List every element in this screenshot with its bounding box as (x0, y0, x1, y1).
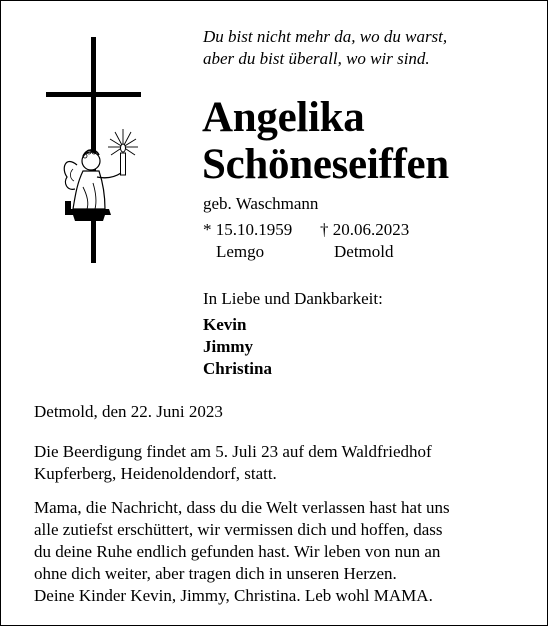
place-date: Detmold, den 22. Juni 2023 (34, 402, 223, 421)
deceased-name (202, 94, 449, 188)
cross-with-angel-icon (43, 37, 153, 267)
funeral-line-2: Kupferberg, Heidenoldendorf, statt. (34, 464, 277, 483)
last-name: Schöneseiffen (202, 141, 449, 188)
birth-place: Lemgo (216, 242, 265, 261)
birth-name: geb. Waschmann (203, 194, 319, 213)
death-date: † 20.06.2023 (320, 220, 410, 239)
funeral-notice (34, 441, 524, 485)
poem-line-1: Du bist nicht mehr da, wo du warst, (203, 27, 448, 46)
first-name: Angelika (202, 94, 365, 141)
message-line-4: ohne dich weiter, aber tragen dich in unseren Herzen. (34, 564, 397, 583)
message-line-5: Deine Kinder Kevin, Jimmy, Christina. Leb wohl MAMA. (34, 586, 433, 605)
mourner-name: Jimmy (203, 337, 254, 356)
mourner-name: Christina (203, 359, 272, 378)
poem (203, 26, 523, 70)
message-line-2: alle zutiefst erschüttert, wir vermissen dich und hoffen, dass (34, 520, 443, 539)
poem-line-2: aber du bist überall, wo wir sind. (203, 49, 430, 68)
message-line-1: Mama, die Nachricht, dass du die Welt verlassen hast hat uns (34, 498, 450, 517)
birth-date: * 15.10.1959 (203, 220, 293, 239)
mourning-intro: In Liebe und Dankbarkeit: (203, 289, 383, 308)
death-place: Detmold (334, 242, 394, 261)
message-line-3: du deine Ruhe endlich gefunden hast. Wir leben von nun an (34, 542, 441, 561)
mourner-list (203, 314, 272, 380)
farewell-message (34, 497, 529, 607)
mourner-name: Kevin (203, 315, 247, 334)
funeral-line-1: Die Beerdigung findet am 5. Juli 23 auf dem Waldfriedhof (34, 442, 432, 461)
